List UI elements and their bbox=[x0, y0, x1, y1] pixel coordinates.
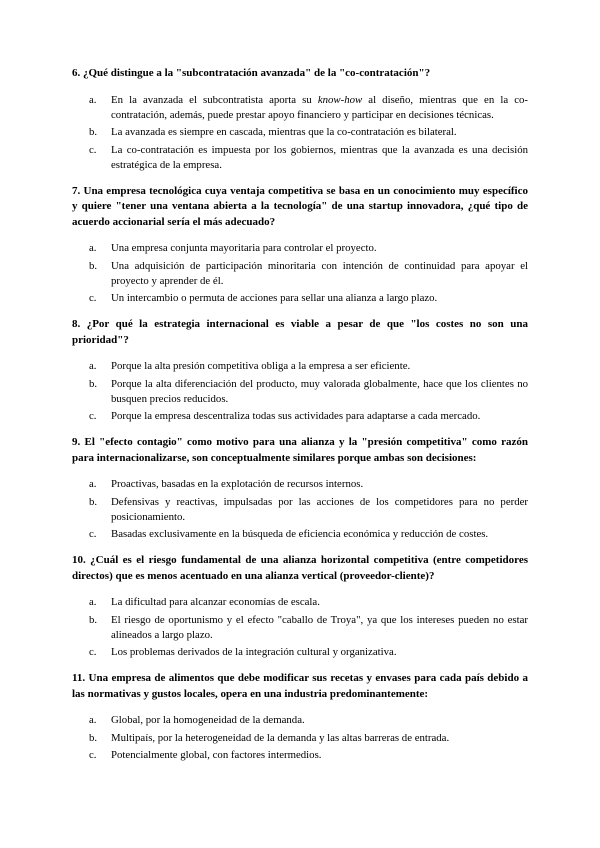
option-text: La co-contratación es impuesta por los gobiernos, mientras que la avanzada es una decisión estratégica de la empresa. bbox=[111, 143, 528, 171]
option-text: Un intercambio o permuta de acciones para sellar una alianza a largo plazo. bbox=[111, 292, 438, 304]
option-text: Una empresa conjunta mayoritaria para controlar el proyecto. bbox=[111, 242, 377, 254]
option-text: Multipaís, por la heterogeneidad de la demanda y las altas barreras de entrada. bbox=[111, 731, 450, 744]
option-text-part: al diseño, mientras que en la co-contratación, además, puede prestar apoyo financiero y participar en decisiones técnicas. bbox=[111, 93, 528, 121]
option-a bbox=[72, 713, 528, 728]
option-text bbox=[111, 93, 528, 123]
option-b bbox=[72, 613, 528, 643]
option-c bbox=[72, 409, 528, 424]
question-title: 7. Una empresa tecnológica cuya ventaja competitiva se basa en un conocimiento muy específico y quiere "tener una ventana abierta a la tecnología" de una startup innovadora, ¿qué tipo de acuerdo accionarial sería el más adecuado? bbox=[72, 184, 528, 228]
option-letter: b. bbox=[89, 126, 98, 138]
option-letter: c. bbox=[89, 292, 97, 304]
option-text-emphasis: know-how bbox=[317, 93, 363, 106]
option-b bbox=[72, 495, 528, 525]
option-letter: a. bbox=[89, 93, 97, 106]
option-text-part: En la avanzada el subcontratista aporta su bbox=[111, 93, 318, 106]
option-b bbox=[72, 377, 528, 407]
option-letter: b. bbox=[89, 495, 98, 508]
option-letter: a. bbox=[89, 478, 97, 490]
question-title: 11. Una empresa de alimentos que debe modificar sus recetas y envases para cada país debido a las normativas y gustos locales, opera en una industria predominantemente: bbox=[72, 672, 528, 700]
option-text: Porque la alta diferenciación del producto, muy valorada globalmente, hace que los clientes no busquen precios reducidos. bbox=[111, 377, 528, 405]
option-text: Proactivas, basadas en la explotación de recursos internos. bbox=[111, 478, 364, 490]
question-10 bbox=[72, 553, 528, 660]
option-letter: a. bbox=[89, 596, 97, 608]
option-letter: b. bbox=[89, 613, 98, 626]
option-text: Potencialmente global, con factores intermedios. bbox=[111, 749, 322, 761]
option-letter: c. bbox=[89, 410, 97, 422]
question-title: 9. El "efecto contagio" como motivo para una alianza y la "presión competitiva" como razón para internacionalizarse, son conceptualmente similares porque ambas son decisiones: bbox=[72, 436, 528, 464]
option-a bbox=[72, 93, 528, 123]
option-a bbox=[72, 359, 528, 374]
option-text: Los problemas derivados de la integración cultural y organizativa. bbox=[111, 646, 397, 658]
option-letter: b. bbox=[89, 731, 98, 744]
option-list bbox=[72, 477, 528, 542]
option-list bbox=[72, 713, 528, 763]
option-c bbox=[72, 527, 528, 542]
option-letter: b. bbox=[89, 377, 98, 390]
option-text: Una adquisición de participación minoritaria con intención de continuidad para apoyar el proyecto y aprender de él. bbox=[111, 259, 528, 287]
option-letter: c. bbox=[89, 749, 97, 761]
option-c bbox=[72, 748, 528, 763]
option-c bbox=[72, 143, 528, 173]
option-letter: c. bbox=[89, 528, 97, 540]
option-letter: c. bbox=[89, 646, 97, 658]
option-c bbox=[72, 645, 528, 660]
option-b bbox=[72, 731, 528, 746]
option-a bbox=[72, 241, 528, 256]
option-letter: a. bbox=[89, 714, 97, 726]
question-11 bbox=[72, 671, 528, 763]
option-text: Defensivas y reactivas, impulsadas por las acciones de los competidores para no perder posicionamiento. bbox=[111, 495, 528, 523]
question-8 bbox=[72, 317, 528, 424]
option-text: Porque la empresa descentraliza todas sus actividades para adaptarse a cada mercado. bbox=[111, 410, 481, 422]
option-a bbox=[72, 477, 528, 492]
option-text: La avanzada es siempre en cascada, mientras que la co-contratación es bilateral. bbox=[111, 126, 457, 138]
option-text: El riesgo de oportunismo y el efecto "caballo de Troya", ya que los intereses pueden no estar alineados a largo plazo. bbox=[111, 613, 528, 641]
option-letter: a. bbox=[89, 360, 97, 372]
option-letter: b. bbox=[89, 259, 98, 272]
option-a bbox=[72, 595, 528, 610]
option-list bbox=[72, 359, 528, 424]
question-9 bbox=[72, 435, 528, 542]
option-text: Global, por la homogeneidad de la demanda. bbox=[111, 714, 305, 726]
question-title: 6. ¿Qué distingue a la "subcontratación avanzada" de la "co-contratación"? bbox=[72, 67, 431, 79]
option-text: Porque la alta presión competitiva obliga a la empresa a ser eficiente. bbox=[111, 360, 411, 372]
question-title: 10. ¿Cuál es el riesgo fundamental de una alianza horizontal competitiva (entre competidores directos) que es menos acentuado en una alianza vertical (proveedor-cliente)? bbox=[72, 554, 528, 582]
question-7 bbox=[72, 184, 528, 307]
option-text: La dificultad para alcanzar economías de escala. bbox=[111, 596, 320, 608]
option-list bbox=[72, 241, 528, 306]
option-list bbox=[72, 93, 528, 173]
option-c bbox=[72, 291, 528, 306]
option-letter: a. bbox=[89, 242, 97, 254]
option-b bbox=[72, 125, 528, 140]
question-title: 8. ¿Por qué la estrategia internacional es viable a pesar de que "los costes no son una prioridad"? bbox=[72, 318, 528, 346]
option-text: Basadas exclusivamente en la búsqueda de eficiencia económica y reducción de costes. bbox=[111, 528, 489, 540]
option-b bbox=[72, 259, 528, 289]
document-page bbox=[72, 66, 528, 774]
option-letter: c. bbox=[89, 143, 97, 156]
question-6 bbox=[72, 66, 528, 173]
option-list bbox=[72, 595, 528, 660]
